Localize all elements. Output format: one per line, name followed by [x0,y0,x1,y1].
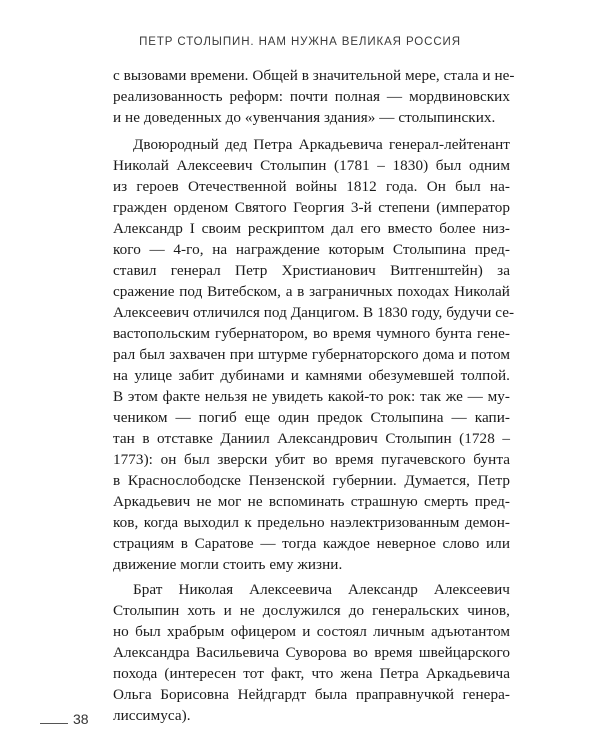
text-line: и не доведенных до «увенчания здания» — столыпинских. [113,109,496,126]
text-line: Брат Николая Алексеевича Александр Алексеевич [133,581,510,598]
page-number: 38 [73,711,89,727]
text-line: Николай Алексеевич Столыпин (1781 – 1830) был одним [113,157,510,174]
text-line: 1773): он был зверски убит во время пугачевского бунта [113,451,510,468]
text-line: сражение под Витебском, а в заграничных походах Николай [113,283,510,300]
text-line: страциям в Саратове — тогда каждое неверное слово или [113,535,510,552]
text-line: В этом факте нельзя не увидеть какой-то рок: так же — му- [113,388,510,405]
paragraph [113,579,510,726]
text-line: Столыпин хоть и не дослужился до генеральских чинов, [113,602,510,619]
text-line: тан в отставке Даниил Александрович Столыпин (1728 – [113,430,510,447]
text-line: вастопольским губернатором, во время чумного бунта гене- [113,325,510,342]
text-line: лиссимуса). [113,707,191,724]
paragraph [113,65,515,128]
text-line: но был храбрым офицером и состоял личным адъютантом [113,623,510,640]
text-line: чеником — погиб еще один предок Столыпина — капи- [113,409,510,426]
text-line: Алексеевич отличился под Данцигом. В 1830 году, будучи се- [113,304,515,321]
text-line: Аркадьевич не мог не вспоминать страшную смерть пред- [113,493,510,510]
text-line: кого — 4-го, на награждение которым Столыпина пред- [113,241,510,258]
running-title: ПЕТР СТОЛЫПИН. НАМ НУЖНА ВЕЛИКАЯ РОССИЯ [139,36,461,48]
text-line: движение могли стоить ему жизни. [113,556,343,573]
paragraph [113,134,515,575]
text-line: Ольга Борисовна Нейдгардт была праправнучкой генера- [113,686,510,703]
text-line: Александр I своим рескриптом дал его вместо более низ- [113,220,510,237]
text-line: ков, когда выходил к предельно наэлектризованным демон- [113,514,510,531]
text-line: с вызовами времени. Общей в значительной мере, стала и не- [113,67,515,84]
body-text [113,65,515,726]
footer-rule [40,723,68,724]
text-line: гражден орденом Святого Георгия 3-й степени (император [113,199,510,216]
text-line: в Краснослободске Пензенской губернии. Думается, Петр [113,472,510,489]
text-line: ставил генерал Петр Христианович Витгенштейн) за [113,262,510,279]
text-line: рал был захвачен при штурме губернаторского дома и потом [113,346,510,363]
text-line: Александра Васильевича Суворова во время швейцарского [113,644,510,661]
text-line: на улице забит дубинами и камнями обезумевшей толпой. [113,367,510,384]
text-line: реализованность реформ: почти полная — мордвиновских [113,88,510,105]
text-line: похода (интересен тот факт, что жена Петра Аркадьевича [113,665,510,682]
text-line: из героев Отечественной войны 1812 года. Он был на- [113,178,510,195]
text-line: Двоюродный дед Петра Аркадьевича генерал-лейтенант [133,136,510,153]
